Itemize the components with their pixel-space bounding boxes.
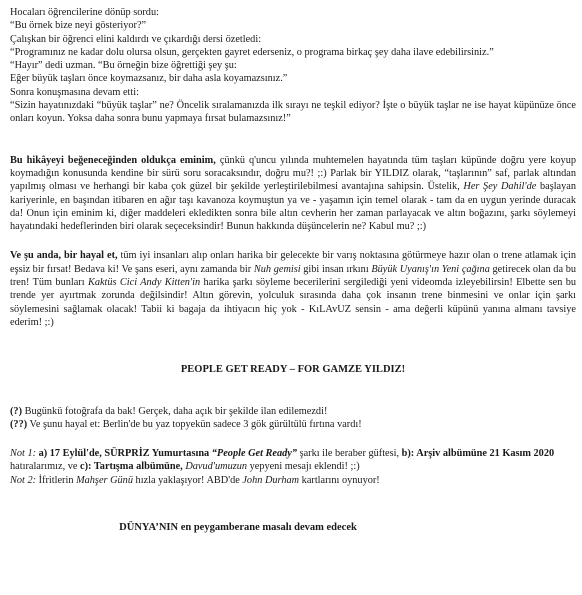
section-title: PEOPLE GET READY – FOR GAMZE YILDIZ! (180, 364, 406, 376)
note-bold: a) 17 Eylül'de, SÜRPRİZ Yumurtasına (36, 448, 212, 460)
dialogue-line: Eğer büyük taşları önce koymazsanız, bir daha asla koyamazsınız.” (10, 73, 288, 85)
document-page (10, 6, 576, 534)
question-text: Ve şunu hayal et: Berlin'de bu yaz topyekün sadece 3 gök gürültülü fırtına vardı! (27, 418, 362, 430)
note-text: şarkı ile beraber güftesi, (297, 448, 402, 460)
note-bold: Tartışma albümüne, (91, 461, 183, 473)
note-label: Not 1: (10, 448, 37, 460)
paragraph-text: harika şarkı söyleme becerilerini sergilediği yeni videomda izleyebilirsin! Elbette sen bu trende yer ayırtmak zorunda değilsindir! Altın görevin, yolculuk sırasında daha çok insanın trene binmesini ve onlar için şarkı söylemesini sağlamak olacak! Tabii ki bagaja da ihtiyacın hiç yok - KıLAvUZ sensin - ama değerli küpünü yanına almanı tavsiye ederim! ;:) (10, 277, 577, 328)
italic-phrase: Nuh gemisi (253, 263, 301, 275)
notes-section (10, 447, 576, 487)
note-text: kartlarını oynuyor! (299, 474, 380, 486)
dialogue-line: “Hayır” dedi uzman. “Bu örneğin bize öğrettiği şey şu: (10, 60, 237, 72)
paragraph-bold-lead: Ve şu anda, bir hayal et, (10, 250, 118, 262)
note-label: Not 2: (10, 474, 37, 486)
italic-phrase: Kaktüs Cici Andy Kitten'in (87, 277, 201, 289)
dialogue-line: “Programınız ne kadar dolu olursa olsun, gerçekten gayret ederseniz, o programa birkaç şey daha ilave edebilirsiniz.” (10, 46, 494, 58)
note-text: hızla yaklaşıyor! ABD'de (132, 474, 243, 486)
note-text: hatıralarımız, ve (10, 461, 81, 473)
questions-section (10, 405, 576, 432)
dialogue-line: Çalışkan bir öğrenci elini kaldırdı ve çıkardığı dersi özetledi: (10, 33, 262, 45)
note-italic: Davud'umuzun (182, 461, 248, 473)
note-bold: c): (80, 461, 92, 473)
note-bold: b): (401, 448, 415, 460)
final-quote: “Sizin hayatınızdaki “büyük taşlar” ne? Öncelik sıralamanızda ilk sırayı ne teşkil ediyor? İşte o büyük taşlar ne ise hayat küpünüze önce onları koyun. Yoksa daha sonra bunu yapmaya fırsat bulamazsınız!” (10, 100, 576, 125)
paragraph-story-opinion (10, 154, 576, 234)
question-marker: (??) (10, 418, 28, 430)
paragraph-text: başlayan kariyerinle, en başından itibaren en ağır taşı kavanoza koymuştun ya ve - yaşamın için temel olarak - tam da en uygun yerinde duracak da! Onun için eminim ki, diğer maddeleri ekledikten sonra bile altın cevherin her zaman parlayacak ve altın boğazını, şarkı söylemeyi hayatındaki hedeflerinden biri olarak seçeceksindir! Bunun hakkında düşüncelerin ne? Kabul mu? ;:) (10, 181, 576, 233)
italic-phrase: Büyük Uyanış'ın Yeni çağına (371, 263, 490, 275)
closing-line: DÜNYA’NIN en peygamberane masalı devam edecek (119, 522, 357, 534)
paragraph-train (10, 249, 576, 329)
note-text: İfritlerin (36, 474, 77, 486)
question-marker: (?) (10, 405, 23, 417)
note-text: yepyeni mesajı eklendi! ;:) (247, 461, 360, 473)
note-bold: Arşiv albümüne 21 Kasım 2020 (414, 448, 555, 460)
paragraph-text: çünkü q'uncu yılında muhtemelen hayatında tüm taşları küpünde doğru yere koyup koymadığın konusunda kendine bir sürü soru soracaksındır, doğru mu?! ;:) Parlak bir YILDIZ olarak, “taşlarının” saf, parlak altından yapılmış olması ve herhangi bir kaba çok güzel bir şekilde yerleştirilebilmesi avantajına sahipsin. Üstelik, (10, 154, 576, 193)
note-italic: John Durham (242, 474, 300, 486)
paragraph-text: gibi insan ırkını (300, 263, 372, 275)
dialogue-line: Hocaları öğrencilerine dönüp sordu: (10, 7, 159, 18)
note-italic: Mahşer Günü (76, 474, 133, 486)
song-title: “People Get Ready” (211, 448, 297, 460)
paragraph-text: getirecek olan da bu tren! Tüm bunları (10, 263, 576, 289)
paragraph-bold-lead: Bu hikâyeyi beğeneceğinden oldukça eminim, (10, 154, 216, 166)
question-text: Bugünkü fotoğrafa da bak! Gerçek, daha açık bir şekilde ilan edilemezdi! (22, 405, 328, 417)
dialogue-section (10, 6, 576, 126)
paragraph-text: tüm iyi insanları alıp onları harika bir gelecekte bir varış noktasına götürmeye hazır olan o trene atlamak için eşsiz bir fırsat! Bedava ki! Ve şans eseri, aynı zamanda bir (10, 250, 576, 275)
dialogue-line: “Bu örnek bize neyi gösteriyor?” (10, 20, 147, 32)
italic-title: Her Şey Dahil'de (463, 181, 537, 193)
dialogue-line: Sonra konuşmasına devam etti: (10, 86, 139, 98)
